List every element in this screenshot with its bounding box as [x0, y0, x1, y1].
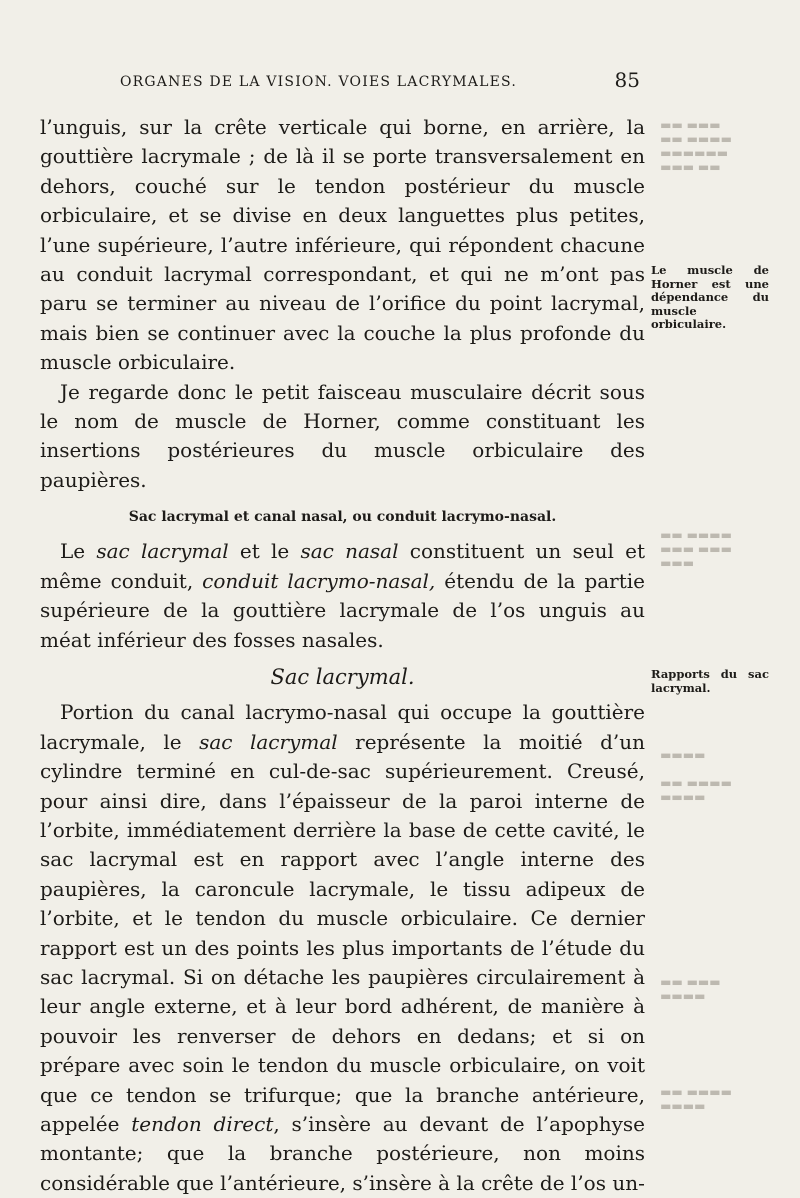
paragraph-2: Je regarde donc le petit faisceau musculaire décrit sous le nom de muscle de Horner, comme constituant les insertions postérieures du muscle orbiculaire des paupières. — [40, 379, 645, 492]
paragraph-4: Portion du canal lacrymo-nasal qui occupe la gouttière lacrymale, le sac lacrymal représente la moitié d’un cylindre terminé en cul-de-sac supérieurement. Creusé, pour ainsi dire, dans l’épaisseur de la paroi interne de l’orbite, immédiatement derrière la base de cette cavité, le sac lacrymal est en rapport avec l’angle interne des paupières, la caroncule lacrymale, le tissu adipeux de l’orbite, et le tendon du muscle orbiculaire. Ce dernier rapport est un des points les plus importants de l’étude du sac lacrymal. Si on détache les paupières circulairement à leur angle externe, et à leur bord adhérent, de manière à pouvoir les renverser de dehors en dedans; et si on prépare avec soin le tendon du muscle orbiculaire, on voit que ce tendon se trifurque; que la branche antérieure, appelée tendon direct, s’insère au devant de l’apophyse montante; que la branche postérieure, non moins considérable que l’antérieure, s’insère à la crête de l’os un- — [40, 700, 646, 1195]
paragraph-3: Le sac lacrymal et le sac nasal constituent un seul et même conduit, conduit lacrymo-nasal, étendu de la partie supérieure de la gouttière lacrymale de l’os unguis au méat inférieur des fosses nasales. — [40, 539, 646, 652]
section-title: Sac lacrymal et canal nasal, ou conduit lacrymo-nasal. — [128, 509, 557, 526]
bleed-through-texture: ▬▬▬▬ ▬▬ ▬▬▬ ▬▬▬ ▬▬▬ — [660, 528, 732, 570]
bleed-through-texture: ▬▬▬ ▬▬ ▬▬▬▬ — [660, 975, 721, 1003]
margin-note-horner: Le muscle de Horner est une dépendance du muscle orbiculaire. — [651, 263, 769, 331]
bleed-through-texture: ▬▬▬▬ ▬▬ ▬▬▬▬ — [660, 1085, 732, 1113]
header-title: ORGANES DE LA VISION. VOIES LACRYMALES. — [120, 74, 517, 90]
paragraph-1: l’unguis, sur la crête verticale qui borne, en arrière, la gouttière lacrymale ; de là il se porte transversalement en dehors, couché sur le tendon postérieur du muscle orbiculaire, et se divise en deux languettes plus petites, l’une supérieure, l’autre inférieure, qui répondent chacune au conduit lacrymal correspondant, et qui ne m’ont pas paru se terminer au niveau de l’orifice du point lacrymal, mais bien se continuer avec la couche la plus profonde du muscle orbiculaire. — [40, 115, 645, 375]
page-number: 85 — [614, 68, 640, 92]
bleed-through-texture: ▬▬▬▬ ▬▬▬▬ ▬▬ ▬▬▬▬ — [660, 748, 732, 804]
margin-note-rapports: Rapports du sac lacrymal. — [651, 667, 769, 695]
bleed-through-texture: ▬▬▬ ▬▬ ▬▬▬▬ ▬▬ ▬▬▬▬▬▬ ▬▬ ▬▬▬ — [660, 118, 732, 174]
subsection-title: Sac lacrymal. — [270, 664, 415, 689]
main-text — [40, 113, 645, 1198]
